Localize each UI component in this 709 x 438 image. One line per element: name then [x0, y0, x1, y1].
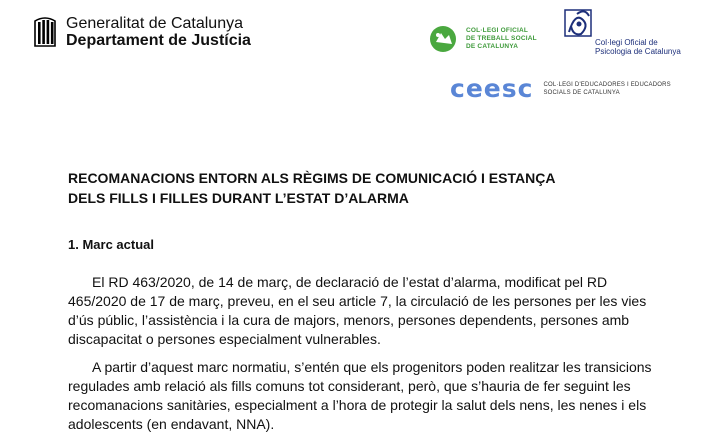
copc-line-1: Col·legi Oficial de	[595, 38, 658, 47]
ctsc-line-2: DE TREBALL SOCIAL	[466, 35, 537, 42]
ctsc-logo-icon	[426, 24, 460, 54]
copc-line-2: Psicologia de Catalunya	[595, 47, 681, 56]
gencat-header	[34, 15, 251, 49]
org-name: Generalitat de Catalunya	[66, 15, 243, 32]
ctsc-line-1: COL·LEGI OFICIAL	[466, 27, 529, 34]
copc-logo	[563, 6, 681, 56]
ceesc-logo	[450, 74, 671, 103]
ceesc-wordmark: ceesc	[450, 74, 534, 103]
ctsc-logo	[426, 24, 537, 54]
paragraph-1	[68, 273, 662, 349]
ceesc-line-1: COL·LEGI D'EDUCADORES I EDUCADORS	[543, 82, 671, 88]
paragraph-2-text: A partir d’aquest marc normatiu, s’entén que els progenitors poden realitzar les transicions regulades amb relació als fills comuns tot considerant, però, que s’hauria de fer seguint les recomanacions sanitàries, especialment a l’hora de protegir la salut dels nens, les nenes i els adolescents (en endavant, NNA).	[68, 359, 652, 432]
title-line-1: RECOMANACIONS ENTORN ALS RÈGIMS DE COMUNICACIÓ I ESTANÇA	[68, 170, 556, 186]
title-line-2: DELS FILLS I FILLES DURANT L’ESTAT D’ALARMA	[68, 190, 409, 206]
department-name: Departament de Justícia	[66, 32, 251, 49]
section-heading: 1. Marc actual	[68, 237, 154, 252]
paragraph-1-text: El RD 463/2020, de 14 de març, de declaració de l’estat d’alarma, modificat pel RD 465/2020 de 17 de març, preveu, en el seu article 7, la circulació de les persones per les vies d’ús públic, l’assistència i la cura de majors, menors, persones dependents, persones amb discapacitat o persones especialment vulnerables.	[68, 274, 647, 347]
document-title	[68, 168, 668, 208]
ceesc-line-2: SOCIALS DE CATALUNYA	[543, 90, 620, 96]
gencat-logo-icon	[34, 15, 56, 47]
paragraph-2	[68, 358, 662, 434]
ctsc-line-3: DE CATALUNYA	[466, 43, 519, 50]
